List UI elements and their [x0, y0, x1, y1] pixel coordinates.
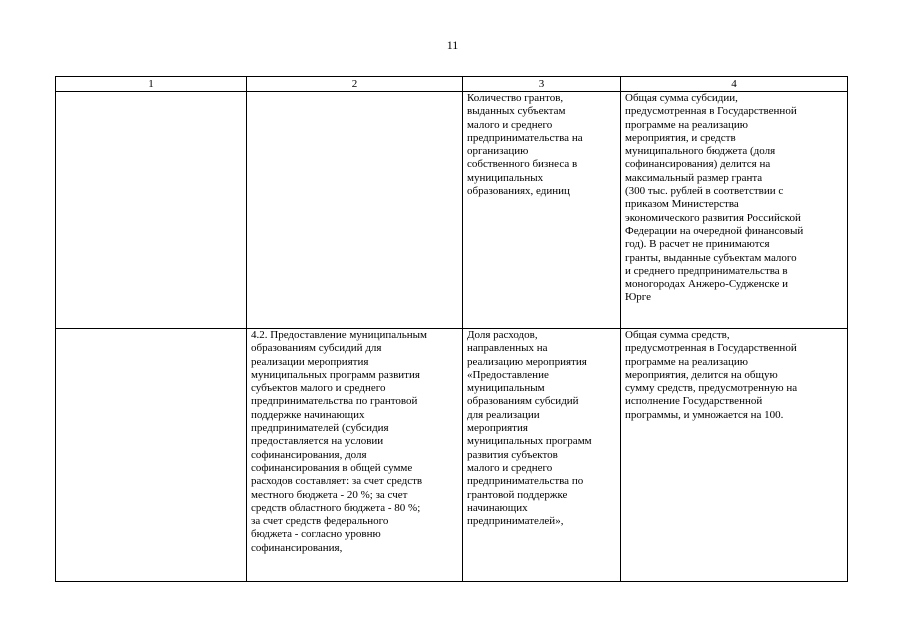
calculation-method-cell: Общая сумма средств, предусмотренная в Государственной программе на реализацию мероприятия, делится на общую сумму средств, предусмотренную на исполнение Государственной программы, и умножается на 100. [621, 329, 848, 582]
table-cell [247, 92, 463, 329]
indicator-cell: Количество грантов, выданных субъектам малого и среднего предпринимательства на организацию собственного бизнеса в муниципальных образованиях, единиц [463, 92, 621, 329]
indicator-cell: Доля расходов, направленных на реализацию мероприятия «Предоставление муниципальным образованиям субсидий для реализации мероприятия муниципальных программ развития субъектов малого и среднего предпринимательства по грантовой поддержке начинающих предпринимателей», [463, 329, 621, 582]
column-header-4: 4 [621, 77, 848, 92]
table-cell [56, 329, 247, 582]
table-header-row [56, 77, 848, 92]
table-row [56, 92, 848, 329]
column-header-3: 3 [463, 77, 621, 92]
column-header-1: 1 [56, 77, 247, 92]
measure-cell: 4.2. Предоставление муниципальным образованиям субсидий для реализации мероприятия муниципальных программ развития субъектов малого и среднего предпринимательства по грантовой поддержке начинающих предпринимателей (субсидия предоставляется на условии софинансирования, доля софинансирования в общей сумме расходов составляет: за счет средств местного бюджета - 20 %; за счет средств областного бюджета - 80 %; за счет средств федерального бюджета - согласно уровню софинансирования, [247, 329, 463, 582]
table-cell [56, 92, 247, 329]
calculation-method-cell: Общая сумма субсидии, предусмотренная в Государственной программе на реализацию мероприятия, и средств муниципального бюджета (доля софинансирования) делится на максимальный размер гранта (300 тыс. рублей в соответствии с приказом Министерства экономического развития Российской Федерации на очередной финансовый год). В расчет не принимаются гранты, выданные субъектам малого и среднего предпринимательства в моногородах Анжеро-Судженске и Юрге [621, 92, 848, 329]
document-table [55, 76, 848, 582]
page-number: 11 [446, 38, 459, 52]
table-row [56, 329, 848, 582]
column-header-2: 2 [247, 77, 463, 92]
